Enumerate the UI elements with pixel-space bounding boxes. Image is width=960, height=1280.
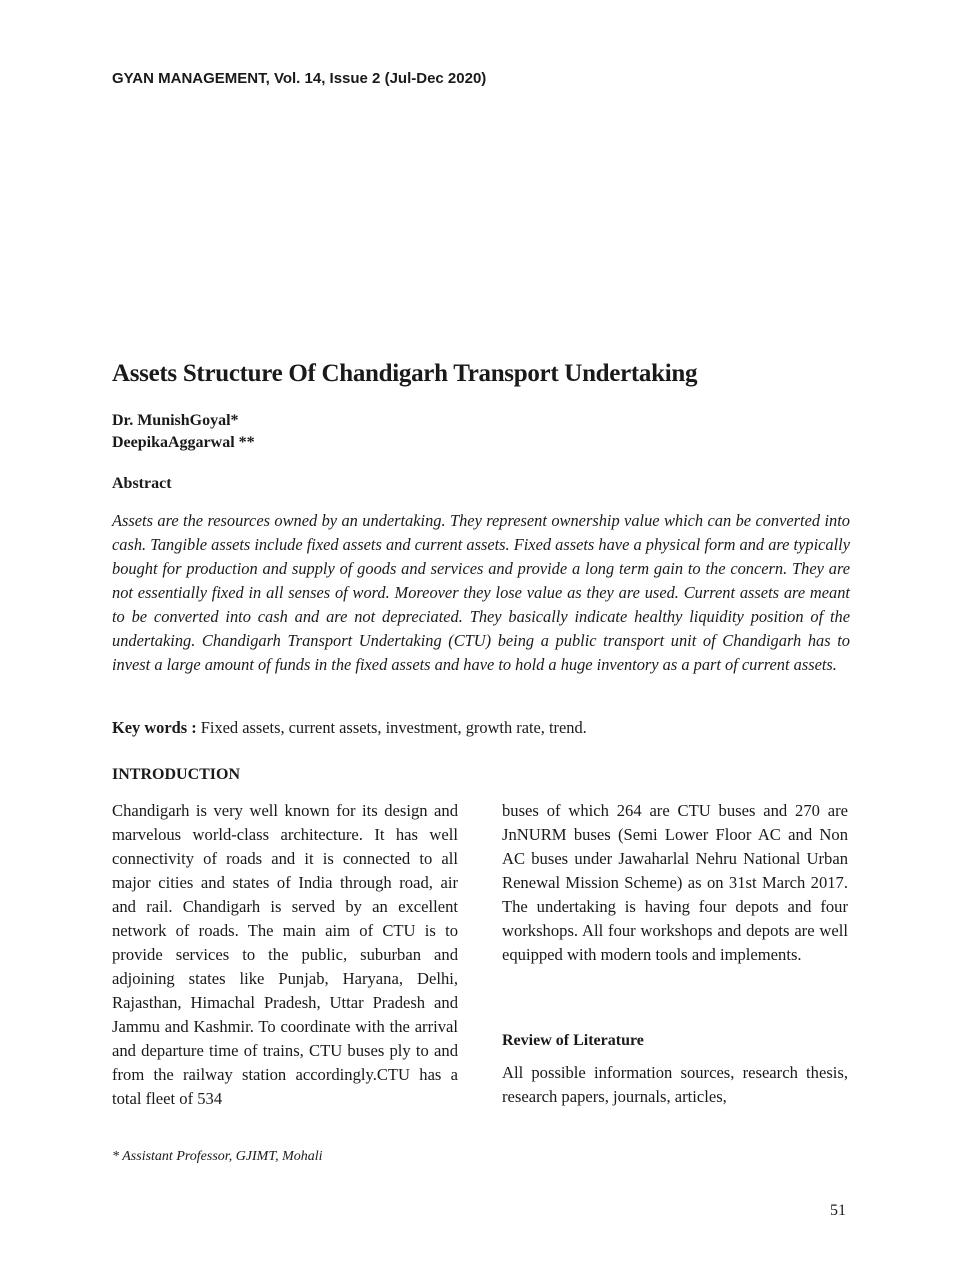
keywords xyxy=(112,718,850,738)
abstract-text: Assets are the resources owned by an undertaking. They represent ownership value which can be converted into cash. Tangible assets include fixed assets and current assets. Fixed assets have a physical form and are typically bought for production and supply of goods and services and provide a long term gain to the concern. They are not essentially fixed in all senses of word. Moreover they lose value as they are used. Current assets are meant to be converted into cash and are not depreciated. They basically indicate healthy liquidity position of the undertaking. Chandigarh Transport Undertaking (CTU) being a public transport unit of Chandigarh has to invest a large amount of funds in the fixed assets and have to hold a huge inventory as a part of current assets. xyxy=(112,511,850,674)
article-title: Assets Structure Of Chandigarh Transport Undertaking xyxy=(112,360,698,387)
introduction-right-column: buses of which 264 are CTU buses and 270 are JnNURM buses (Semi Lower Floor AC and Non AC buses under Jawaharlal Nehru National Urban Renewal Mission Scheme) as on 31st March 2017. The undertaking is having four depots and four workshops. All four workshops and depots are well equipped with modern tools and implements. xyxy=(502,801,848,964)
author-1: Dr. MunishGoyal* xyxy=(112,412,239,429)
page-number: 51 xyxy=(830,1202,846,1219)
running-head: GYAN MANAGEMENT, Vol. 14, Issue 2 (Jul-Dec 2020) xyxy=(112,70,487,87)
review-text: All possible information sources, research thesis, research papers, journals, articles, xyxy=(502,1063,848,1106)
keywords-text: Fixed assets, current assets, investment, growth rate, trend. xyxy=(196,718,587,737)
introduction-heading: INTRODUCTION xyxy=(112,766,241,783)
footnote: * Assistant Professor, GJIMT, Mohali xyxy=(112,1149,323,1164)
author-2: DeepikaAggarwal ** xyxy=(112,434,255,451)
abstract-heading: Abstract xyxy=(112,475,172,492)
introduction-left-column: Chandigarh is very well known for its design and marvelous world-class architecture. It has well connectivity of roads and it is connected to all major cities and states of India through road, air and rail. Chandigarh is served by an excellent network of roads. The main aim of CTU is to provide services to the public, suburban and adjoining states like Punjab, Haryana, Delhi, Rajasthan, Himachal Pradesh, Uttar Pradesh and Jammu and Kashmir. To coordinate with the arrival and departure time of trains, CTU buses ply to and from the railway station accordingly.CTU has a total fleet of 534 xyxy=(112,801,458,1108)
author-list xyxy=(112,410,255,454)
review-heading: Review of Literature xyxy=(502,1032,644,1049)
keywords-label: Key words : xyxy=(112,718,197,737)
